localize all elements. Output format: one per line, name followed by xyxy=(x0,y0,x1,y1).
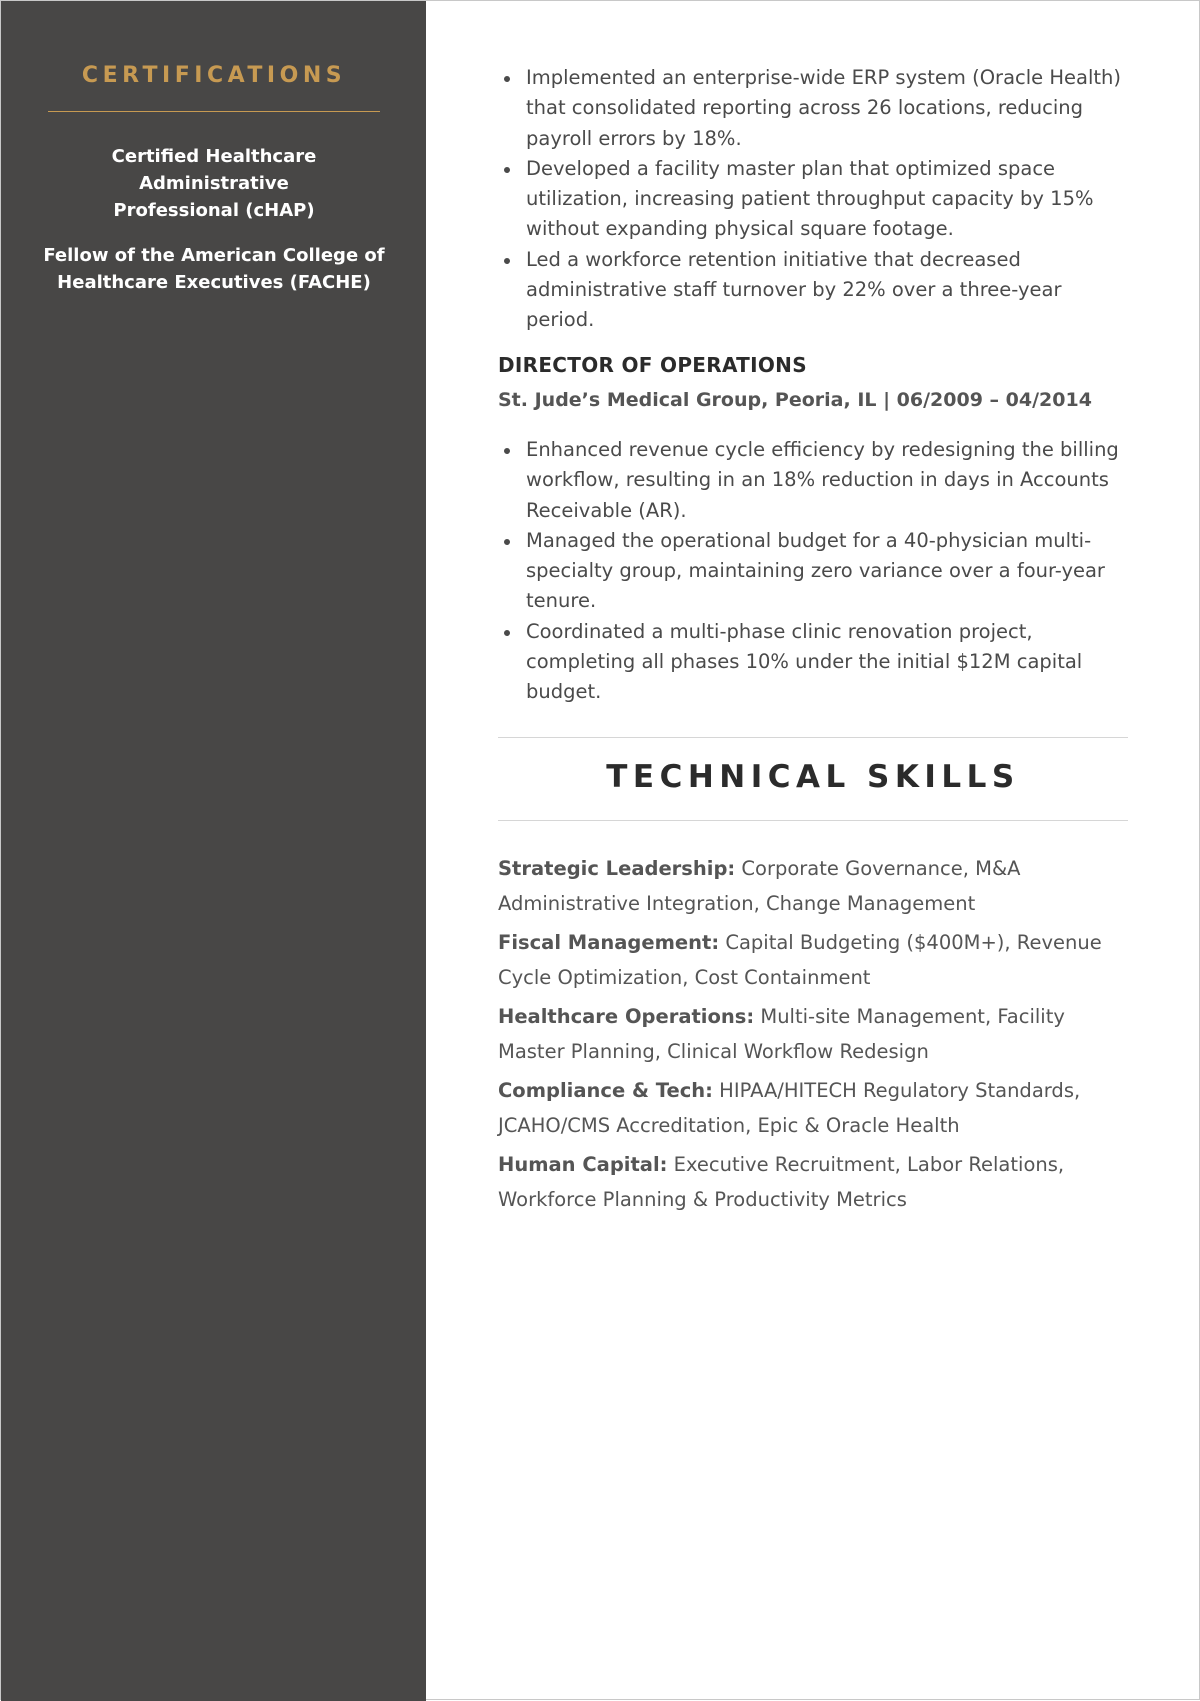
skill-text: Executive Recruitment, Labor Relations, Workforce Planning & Productivity Metrics xyxy=(498,1153,1065,1211)
certifications-heading: CERTIFICATIONS xyxy=(81,63,347,88)
section-divider xyxy=(498,737,1128,738)
list-item: Managed the operational budget for a 40-physician multi-specialty group, maintaining zero variance over a four-year tenure. xyxy=(498,526,1132,617)
list-item: Developed a facility master plan that optimized space utilization, increasing patient throughput capacity by 15% without expanding physical square footage. xyxy=(498,154,1132,245)
skill-text: Capital Budgeting ($400M+), Revenue Cycle Optimization, Cost Containment xyxy=(498,931,1102,989)
list-item: Implemented an enterprise-wide ERP system (Oracle Health) that consolidated reporting across 26 locations, reducing payroll errors by 18%. xyxy=(498,63,1132,154)
section-divider xyxy=(498,820,1128,821)
skill-item xyxy=(498,1147,1132,1217)
certification-item: Certified Healthcare Administrative Professional (cHAP) xyxy=(111,146,317,221)
list-item: Coordinated a multi-phase clinic renovation project, completing all phases 10% under the initial $12M capital budget. xyxy=(498,617,1132,708)
technical-skills-list xyxy=(498,851,1132,1221)
skill-label: Fiscal Management: xyxy=(498,931,720,954)
skill-item xyxy=(498,999,1132,1069)
skill-text: Corporate Governance, M&A Administrative Integration, Change Management xyxy=(498,857,1021,915)
skill-label: Human Capital: xyxy=(498,1153,668,1176)
skill-label: Compliance & Tech: xyxy=(498,1079,713,1102)
certifications-list xyxy=(41,143,387,314)
skill-text: Multi-site Management, Facility Master Planning, Clinical Workflow Redesign xyxy=(498,1005,1065,1063)
skill-item xyxy=(498,851,1132,921)
sidebar xyxy=(1,1,426,1701)
list-item: Enhanced revenue cycle efficiency by redesigning the billing workflow, resulting in an 18% reduction in days in Accounts Receivable (AR). xyxy=(498,435,1132,526)
skill-item xyxy=(498,1073,1132,1143)
job-title: DIRECTOR OF OPERATIONS xyxy=(498,353,807,377)
list-item: Led a workforce retention initiative that decreased administrative staff turnover by 22% over a three-year period. xyxy=(498,245,1132,336)
skill-text: HIPAA/HITECH Regulatory Standards, JCAHO/CMS Accreditation, Epic & Oracle Health xyxy=(498,1079,1081,1137)
technical-skills-heading: TECHNICAL SKILLS xyxy=(606,759,1020,795)
certifications-divider xyxy=(48,111,380,112)
skill-label: Strategic Leadership: xyxy=(498,857,736,880)
previous-role-achievements xyxy=(498,63,1132,336)
certification-item: Fellow of the American College of Healthcare Executives (FACHE) xyxy=(43,245,385,293)
job-achievements xyxy=(498,435,1132,708)
skill-label: Healthcare Operations: xyxy=(498,1005,755,1028)
skill-item xyxy=(498,925,1132,995)
job-employer-dates: St. Jude’s Medical Group, Peoria, IL | 06/2009 – 04/2014 xyxy=(498,389,1092,411)
